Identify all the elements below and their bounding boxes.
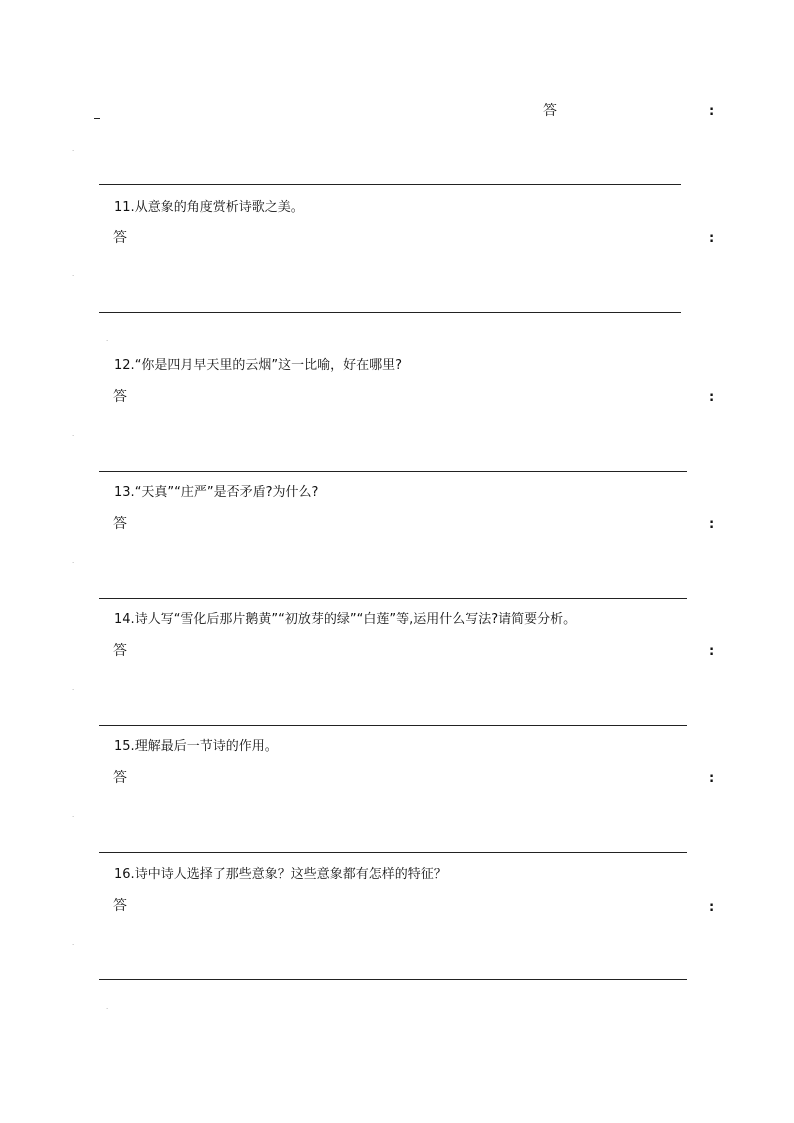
answer-line-12[interactable] bbox=[99, 471, 687, 472]
question-text: 诗中诗人选择了那些意象？这些意象都有怎样的特征？ bbox=[134, 867, 447, 882]
margin-mark: · bbox=[72, 941, 75, 949]
answer-label-12: 答 bbox=[113, 389, 127, 405]
margin-mark: · bbox=[72, 432, 75, 440]
margin-mark: · bbox=[106, 337, 109, 345]
question-number: 14. bbox=[114, 612, 135, 627]
answer-label-13: 答 bbox=[113, 516, 127, 532]
answer-colon-16: : bbox=[709, 900, 715, 915]
answer-colon-12: : bbox=[709, 390, 715, 405]
question-number: 15. bbox=[114, 739, 135, 754]
answer-label-11: 答 bbox=[113, 230, 127, 246]
question-12 bbox=[114, 358, 402, 374]
question-15 bbox=[114, 739, 278, 755]
answer-colon-13: : bbox=[709, 517, 715, 532]
answer-line-15[interactable] bbox=[99, 852, 687, 853]
answer-colon-14: : bbox=[709, 644, 715, 659]
question-14 bbox=[114, 612, 576, 628]
margin-mark: · bbox=[72, 147, 75, 155]
answer-label-15: 答 bbox=[113, 770, 127, 786]
question-text: 理解最后一节诗的作用。 bbox=[134, 739, 278, 754]
answer-colon-15: : bbox=[709, 771, 715, 786]
margin-mark: · bbox=[72, 559, 75, 567]
answer-line-16[interactable] bbox=[99, 979, 687, 980]
answer-label-16: 答 bbox=[113, 898, 127, 914]
question-13 bbox=[114, 485, 318, 501]
margin-mark: · bbox=[72, 686, 75, 694]
question-number: 16. bbox=[114, 867, 135, 882]
answer-label-top: 答 bbox=[543, 103, 557, 119]
answer-colon-11: : bbox=[709, 231, 715, 246]
question-number: 13. bbox=[114, 485, 135, 500]
answer-line-top bbox=[99, 184, 681, 185]
stray-dash bbox=[94, 118, 100, 119]
question-text: 从意象的角度赏析诗歌之美。 bbox=[134, 200, 304, 215]
question-16 bbox=[114, 867, 447, 883]
question-11 bbox=[114, 200, 304, 216]
answer-line-11[interactable] bbox=[99, 312, 681, 313]
question-number: 11. bbox=[114, 200, 135, 215]
answer-line-14[interactable] bbox=[99, 725, 687, 726]
margin-mark: · bbox=[72, 272, 75, 280]
answer-label-14: 答 bbox=[113, 643, 127, 659]
answer-colon-top: : bbox=[709, 104, 715, 119]
question-text: 诗人写“雪化后那片鹅黄”“初放芽的绿”“白莲”等,运用什么写法?请简要分析。 bbox=[134, 612, 577, 627]
question-text: “天真”“庄严”是否矛盾?为什么? bbox=[134, 485, 319, 500]
margin-mark: · bbox=[72, 813, 75, 821]
answer-line-13[interactable] bbox=[99, 598, 687, 599]
question-number: 12. bbox=[114, 358, 135, 373]
margin-mark: · bbox=[106, 1005, 109, 1013]
question-text: “你是四月早天里的云烟”这一比喻，好在哪里? bbox=[134, 358, 403, 373]
